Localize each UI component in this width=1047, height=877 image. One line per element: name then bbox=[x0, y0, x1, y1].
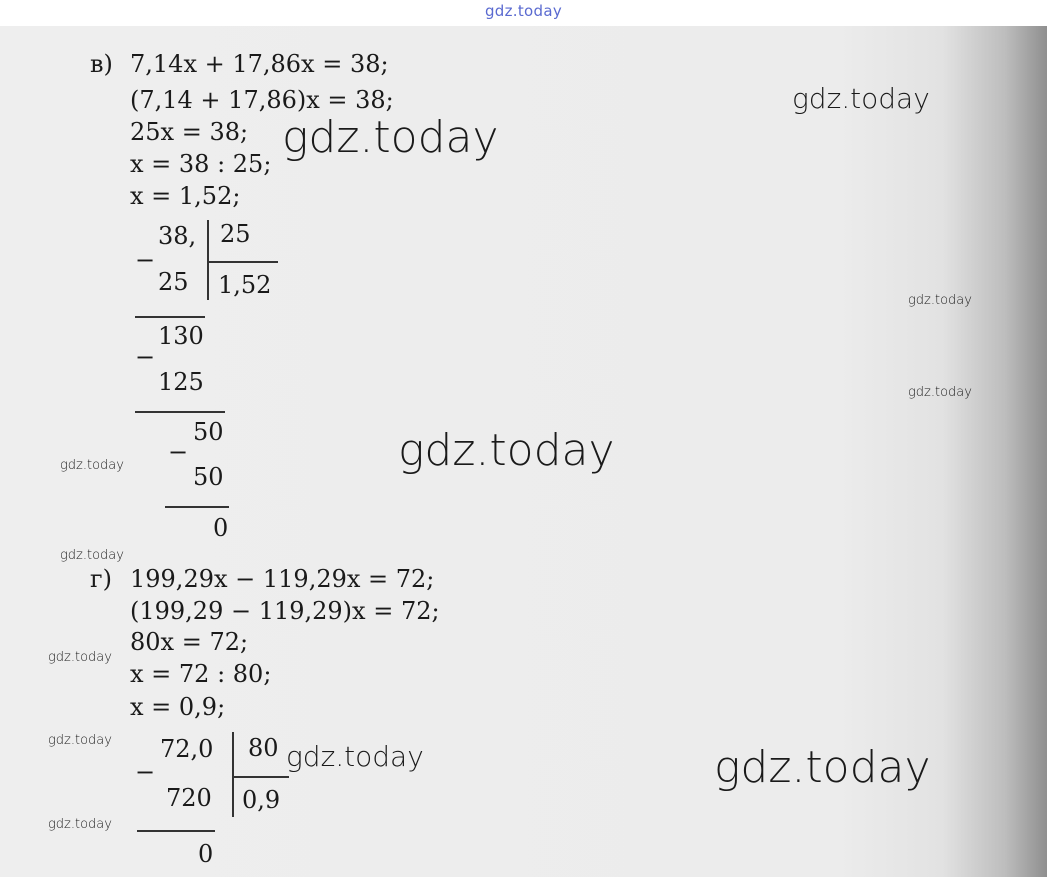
v-div-quotient-line bbox=[208, 261, 278, 263]
part-g-label: г) bbox=[90, 565, 112, 593]
v-div-subtract-1: 25 bbox=[158, 268, 189, 296]
g-div-dividend: 72,0 bbox=[160, 735, 214, 763]
watermark-text: gdz.today bbox=[48, 733, 112, 748]
part-g-line-1: 199,29x − 119,29x = 72; bbox=[130, 565, 435, 593]
watermark-text: gdz.today bbox=[60, 458, 124, 473]
v-div-subtract-2: 125 bbox=[158, 368, 204, 396]
part-g-line-5: x = 0,9; bbox=[130, 693, 226, 721]
part-v-line-1: 7,14x + 17,86x = 38; bbox=[130, 50, 389, 78]
v-div-remainder-3: 0 bbox=[213, 514, 229, 542]
watermark-text: gdz.today bbox=[908, 293, 972, 308]
part-g-line-4: x = 72 : 80; bbox=[130, 660, 272, 688]
v-div-line-1 bbox=[135, 316, 205, 318]
g-div-remainder-1: 0 bbox=[198, 840, 214, 868]
v-div-vertical-bar bbox=[207, 220, 209, 300]
watermark-text: gdz.today bbox=[398, 425, 615, 476]
v-div-subtract-3: 50 bbox=[193, 463, 224, 491]
g-div-minus: − bbox=[135, 758, 156, 786]
watermark-text: gdz.today bbox=[286, 740, 424, 773]
v-div-quotient: 1,52 bbox=[218, 271, 272, 299]
header-band bbox=[0, 0, 1047, 26]
v-div-divisor: 25 bbox=[220, 220, 251, 248]
watermark-text: gdz.today bbox=[908, 385, 972, 400]
watermark-text: gdz.today bbox=[48, 650, 112, 665]
watermark-text: gdz.today bbox=[792, 82, 930, 115]
v-div-dividend: 38, bbox=[158, 222, 197, 250]
watermark-text: gdz.today bbox=[714, 742, 931, 793]
v-div-line-2 bbox=[135, 411, 225, 413]
v-div-minus-1: − bbox=[135, 246, 156, 274]
part-v-line-5: x = 1,52; bbox=[130, 182, 241, 210]
watermark-text: gdz.today bbox=[282, 112, 499, 163]
watermark-text: gdz.today bbox=[60, 548, 124, 563]
v-div-remainder-2: 50 bbox=[193, 418, 224, 446]
v-div-line-3 bbox=[165, 506, 229, 508]
g-div-line-1 bbox=[137, 830, 215, 832]
v-div-remainder-1: 130 bbox=[158, 322, 204, 350]
g-div-quotient: 0,9 bbox=[242, 786, 281, 814]
v-div-minus-2: − bbox=[135, 343, 156, 371]
g-div-divisor: 80 bbox=[248, 734, 279, 762]
part-g-line-2: (199,29 − 119,29)x = 72; bbox=[130, 597, 440, 625]
g-div-quotient-line bbox=[233, 776, 289, 778]
part-v-label: в) bbox=[90, 50, 113, 78]
part-v-line-2: (7,14 + 17,86)x = 38; bbox=[130, 86, 394, 114]
g-div-subtract-1: 720 bbox=[166, 784, 212, 812]
watermark-text: gdz.today bbox=[48, 817, 112, 832]
part-g-line-3: 80x = 72; bbox=[130, 628, 249, 656]
site-header-text[interactable]: gdz.today bbox=[484, 2, 563, 20]
g-div-vertical-bar bbox=[232, 732, 234, 817]
part-v-line-3: 25x = 38; bbox=[130, 118, 249, 146]
v-div-minus-3: − bbox=[168, 438, 189, 466]
part-v-line-4: x = 38 : 25; bbox=[130, 150, 272, 178]
